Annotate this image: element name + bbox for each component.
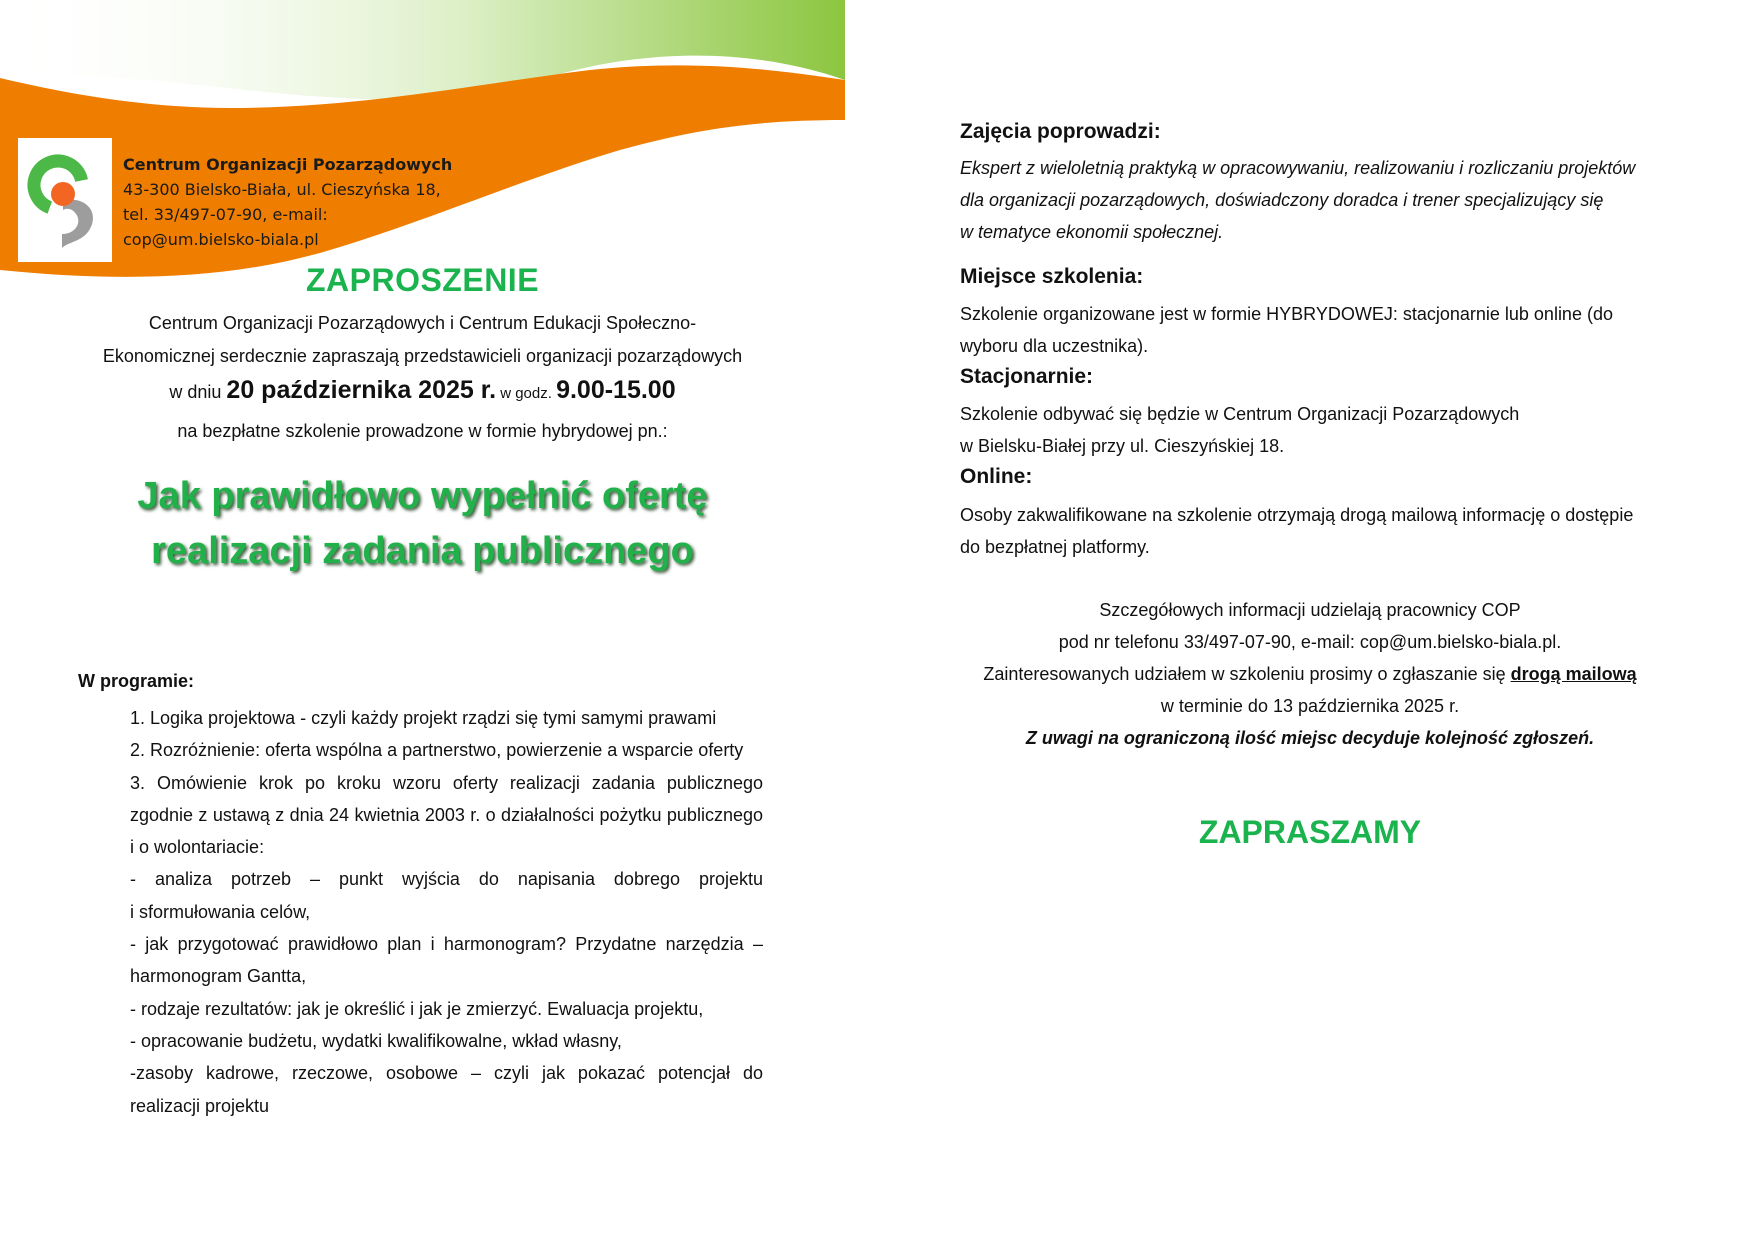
venue-line: Szkolenie organizowane jest w formie HYBRYDOWEJ: stacjonarnie lub online (do xyxy=(960,304,1613,324)
program-line: i sformułowania celów, xyxy=(130,901,311,922)
online-heading: Online: xyxy=(960,465,1033,488)
program-line: 1. Logika projektowa - czyli każdy projekt rządzi się tymi samymi prawami xyxy=(130,708,717,728)
program-line: realizacji projektu xyxy=(130,1095,270,1116)
intro-line-2: Ekonomicznej serdecznie zapraszają przedstawicieli organizacji pozarządowych xyxy=(102,346,743,366)
trainer-heading: Zajęcia poprowadzi: xyxy=(960,120,1161,143)
program-line: - jak przygotować prawidłowo plan i harmonogram? Przydatne narzędzia – xyxy=(130,934,763,955)
program-line: - rodzaje rezultatów: jak je określić i jak je zmierzyć. Ewaluacja projektu, xyxy=(130,998,704,1019)
onsite-line: Szkolenie odbywać się będzie w Centrum Organizacji Pozarządowych xyxy=(960,404,1520,424)
online-description xyxy=(960,499,1660,563)
event-date: 20 października 2025 r. xyxy=(226,376,497,404)
time-prefix: w godz. xyxy=(496,385,557,402)
organization-phone: tel. 33/497-07-90, e-mail: xyxy=(123,205,328,224)
online-line: Osoby zakwalifikowane na szkolenie otrzymają drogą mailową informację o dostępie xyxy=(960,505,1634,525)
training-topic-line-2: realizacji zadania publicznego xyxy=(151,530,694,572)
onsite-heading: Stacjonarnie: xyxy=(960,365,1094,388)
contact-info xyxy=(960,594,1660,754)
trainer-line: Ekspert z wieloletnią praktyką w opracowywaniu, realizowaniu i rozliczaniu projektów xyxy=(960,158,1636,178)
venue-heading: Miejsce szkolenia: xyxy=(960,265,1144,288)
online-line: do bezpłatnej platformy. xyxy=(960,537,1150,557)
limited-seats-note: Z uwagi na ograniczoną ilość miejsc decyduje kolejność zgłoszeń. xyxy=(1025,728,1595,748)
contact-line-4: w terminie do 13 października 2025 r. xyxy=(1160,696,1460,716)
date-prefix: w dniu xyxy=(169,382,227,402)
trainer-line: w tematyce ekonomii społecznej. xyxy=(960,222,1224,242)
program-line: 3. Omówienie krok po kroku wzoru oferty realizacji zadania publicznego xyxy=(130,772,763,793)
program-line: -zasoby kadrowe, rzeczowe, osobowe – czyli jak pokazać potencjał do xyxy=(130,1063,763,1084)
program-line: - analiza potrzeb – punkt wyjścia do napisania dobrego projektu xyxy=(130,869,763,890)
venue-description xyxy=(960,298,1660,362)
date-time-line xyxy=(0,376,845,405)
program-line: harmonogram Gantta, xyxy=(130,966,307,987)
training-topic-line-1: Jak prawidłowo wypełnić ofertę xyxy=(137,475,708,517)
organization-logo xyxy=(18,138,112,262)
onsite-line: w Bielsku-Białej przy ul. Cieszyńskiej 18. xyxy=(960,436,1285,456)
intro-line-4: na bezpłatne szkolenie prowadzone w formie hybrydowej pn.: xyxy=(177,421,668,441)
organization-contact-block xyxy=(123,152,452,252)
email-emphasis: drogą mailową xyxy=(1510,664,1637,684)
contact-line-2: pod nr telefonu 33/497-07-90, e-mail: cop@um.bielsko-biala.pl. xyxy=(1058,632,1562,652)
onsite-description xyxy=(960,398,1660,462)
event-time: 9.00-15.00 xyxy=(556,376,676,404)
organization-name: Centrum Organizacji Pozarządowych xyxy=(123,155,453,174)
intro-line-1: Centrum Organizacji Pozarządowych i Centrum Edukacji Społeczno- xyxy=(148,313,697,333)
program-line: - opracowanie budżetu, wydatki kwalifikowalne, wkład własny, xyxy=(130,1030,622,1051)
program-line: i o wolontariacie: xyxy=(130,837,265,858)
trainer-description xyxy=(960,152,1660,248)
program-line: 2. Rozróżnienie: oferta wspólna a partnerstwo, powierzenie a wsparcie oferty xyxy=(130,740,744,761)
contact-line-1: Szczegółowych informacji udzielają pracownicy COP xyxy=(1099,600,1521,620)
organization-email[interactable]: cop@um.bielsko-biala.pl xyxy=(123,230,319,249)
program-heading: W programie: xyxy=(78,671,195,691)
invitation-title: ZAPROSZENIE xyxy=(305,262,540,298)
program-list xyxy=(130,702,763,1122)
closing-title: ZAPRASZAMY xyxy=(1198,814,1422,850)
program-line: zgodnie z ustawą z dnia 24 kwietnia 2003 r. o działalności pożytku publicznego xyxy=(130,804,763,825)
trainer-line: dla organizacji pozarządowych, doświadczony doradca i trener specjalizujący się xyxy=(960,190,1604,210)
organization-address: 43-300 Bielsko-Biała, ul. Cieszyńska 18, xyxy=(123,180,441,199)
venue-line: wyboru dla uczestnika). xyxy=(960,336,1149,356)
contact-line-3-text: Zainteresowanych udziałem w szkoleniu prosimy o zgłaszanie się xyxy=(983,664,1511,684)
contact-line-3 xyxy=(960,658,1660,690)
